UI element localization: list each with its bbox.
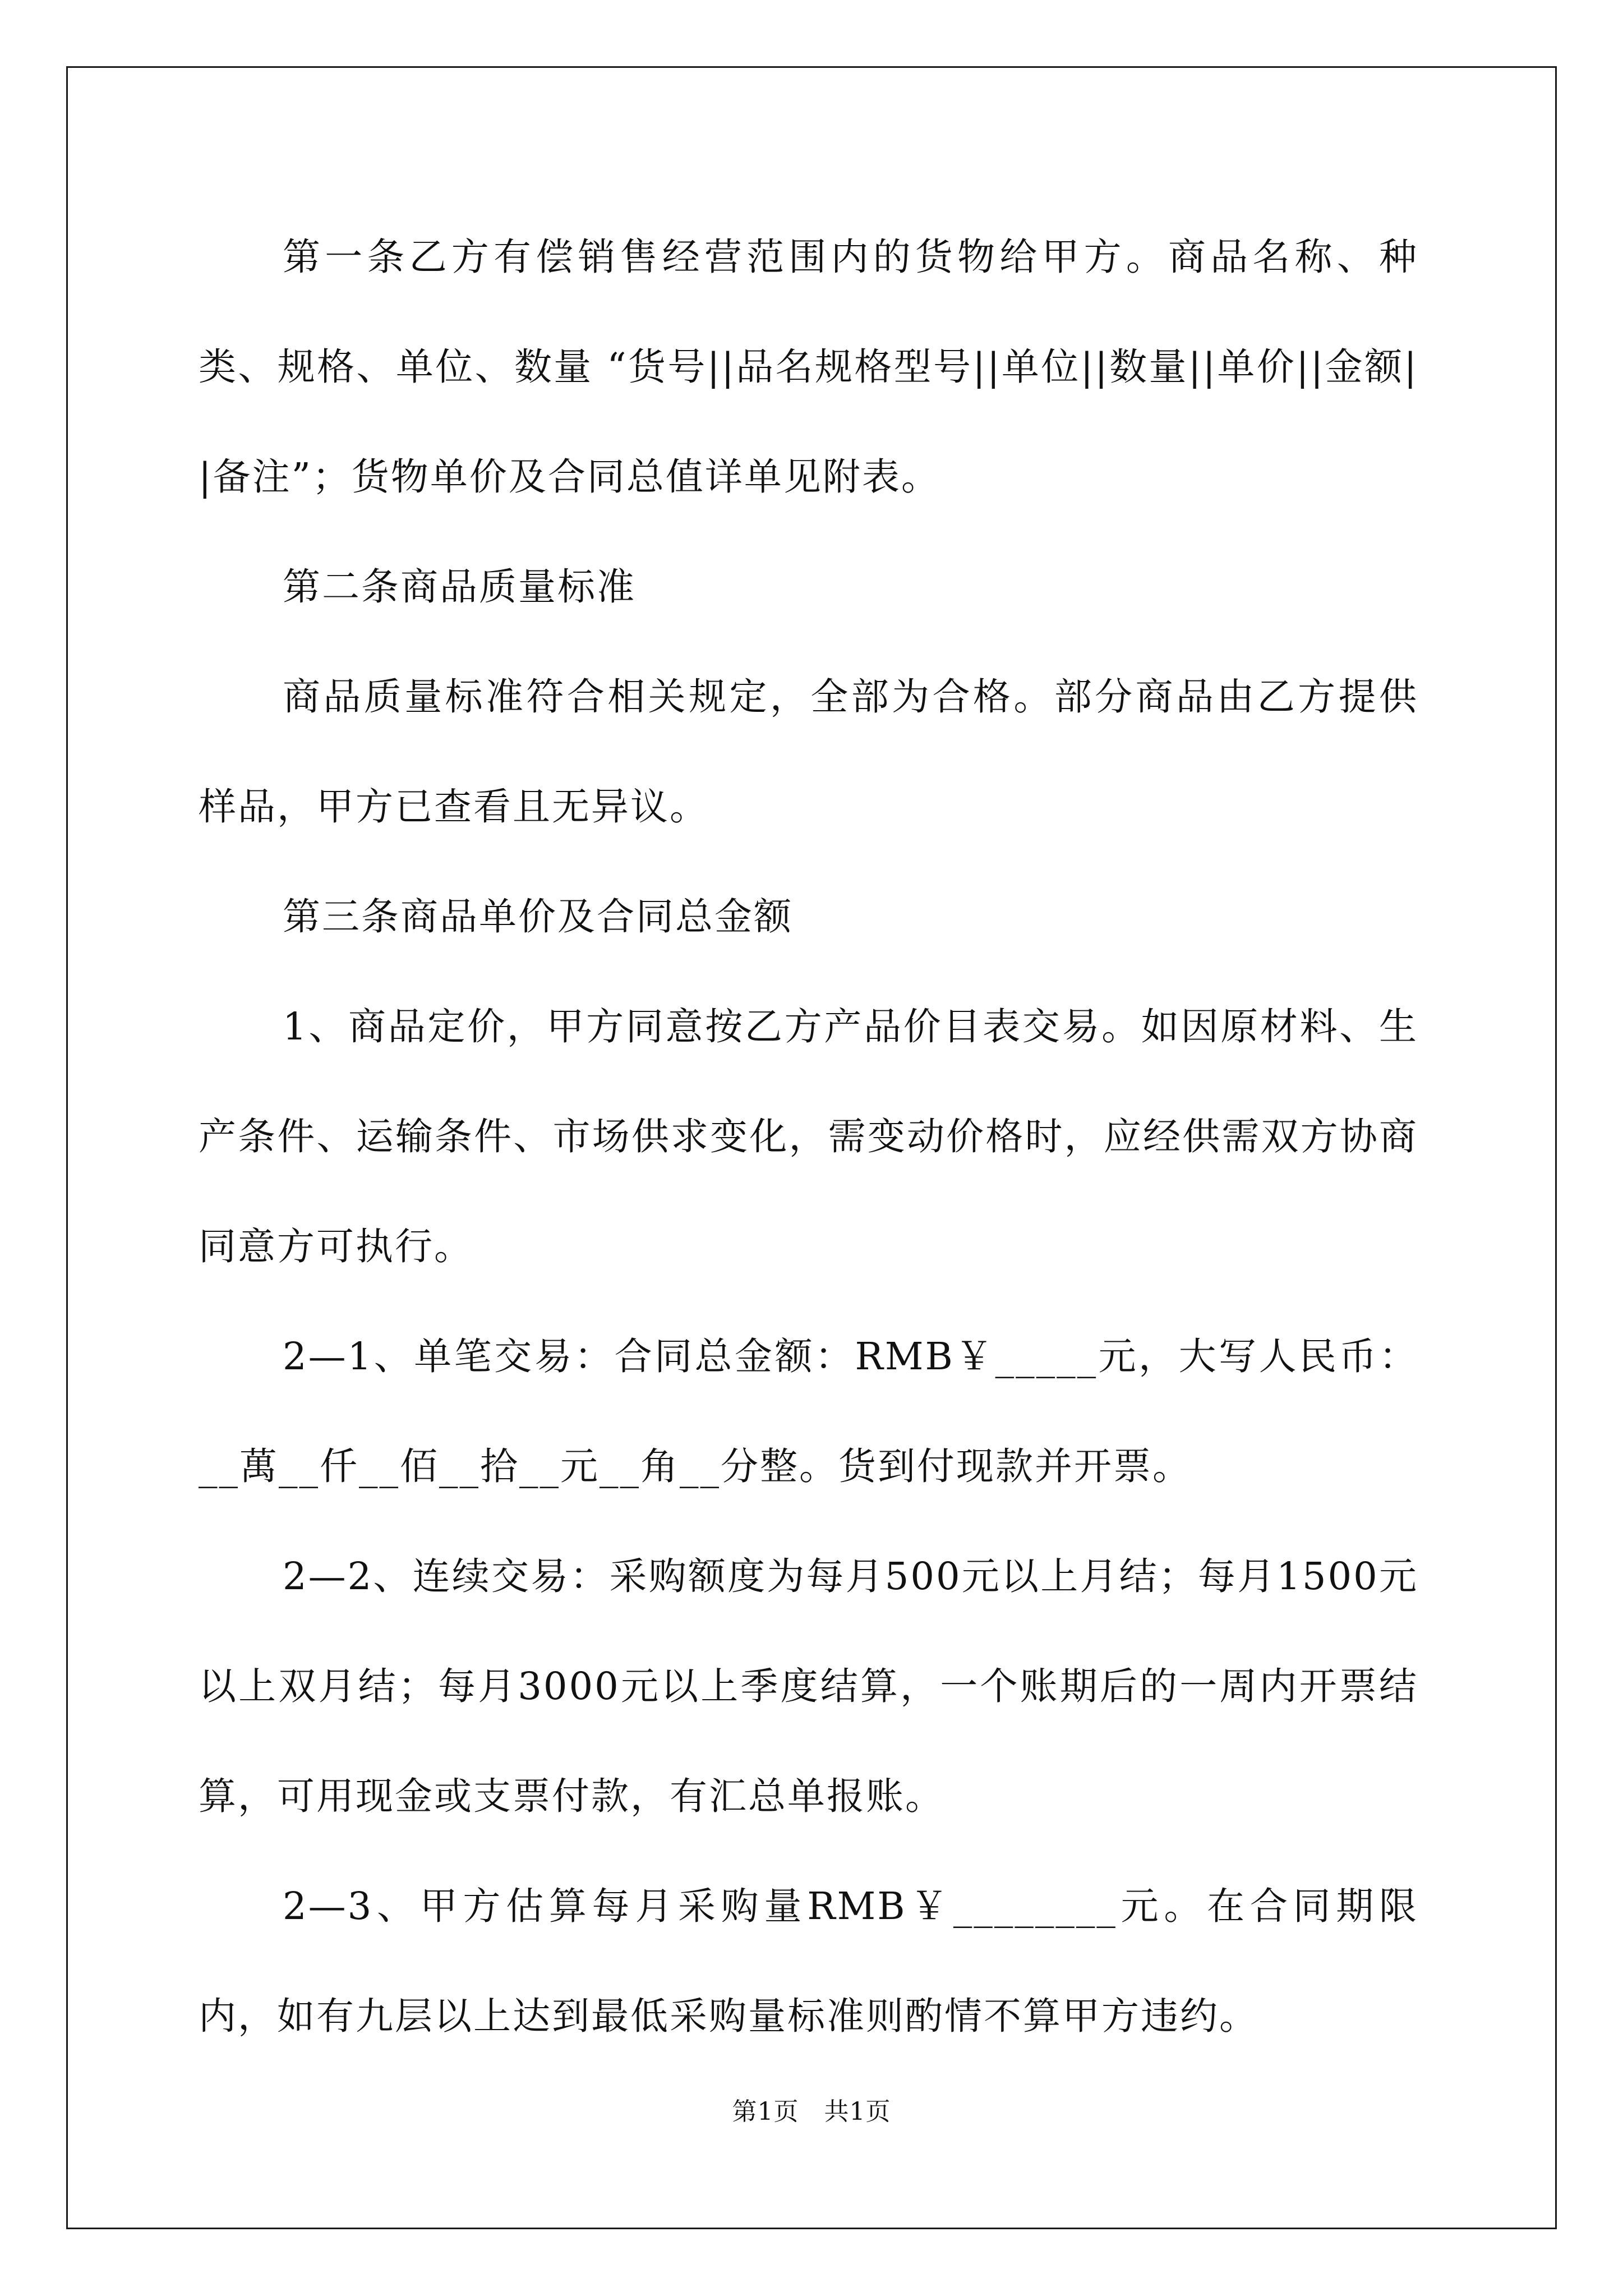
monthly-estimate-paragraph: 2—3、甲方估算每月采购量RMB￥________元。在合同期限内，如有九层以上达到最低采购量标准则酌情不算甲方违约。 (199, 1884, 1418, 2038)
quality-standard-paragraph: 商品质量标准符合相关规定，全部为合格。部分商品由乙方提供样品，甲方已查看且无异议。 (199, 675, 1418, 829)
clause-2-heading: 第二条商品质量标准 (283, 565, 636, 609)
pricing-paragraph: 1、商品定价，甲方同意按乙方产品价目表交易。如因原材料、生产条件、运输条件、市场供求变化，需变动价格时，应经供需双方协商同意方可执行。 (199, 1005, 1418, 1268)
continuous-transaction-paragraph: 2—2、连续交易：采购额度为每月500元以上月结；每月1500元以上双月结；每月3000元以上季度结算，一个账期后的一周内开票结算，可用现金或支票付款，有汇总单报账。 (199, 1554, 1418, 1818)
document-body (199, 202, 1418, 2071)
clause-1-paragraph: 第一条乙方有偿销售经营范围内的货物给甲方。商品名称、种类、规格、单位、数量 “货号||品名规格型号||单位||数量||单价||金额||备注”；货物单价及合同总值详单见附表。 (199, 235, 1418, 499)
single-transaction-paragraph: 2—1、单笔交易：合同总金额：RMB￥_____元，大写人民币：__萬__仟__佰__拾__元__角__分整。货到付现款并开票。 (199, 1335, 1418, 1488)
clause-3-heading: 第三条商品单价及合同总金额 (283, 895, 793, 938)
page-footer: 第1页 共1页 (732, 2097, 891, 2126)
